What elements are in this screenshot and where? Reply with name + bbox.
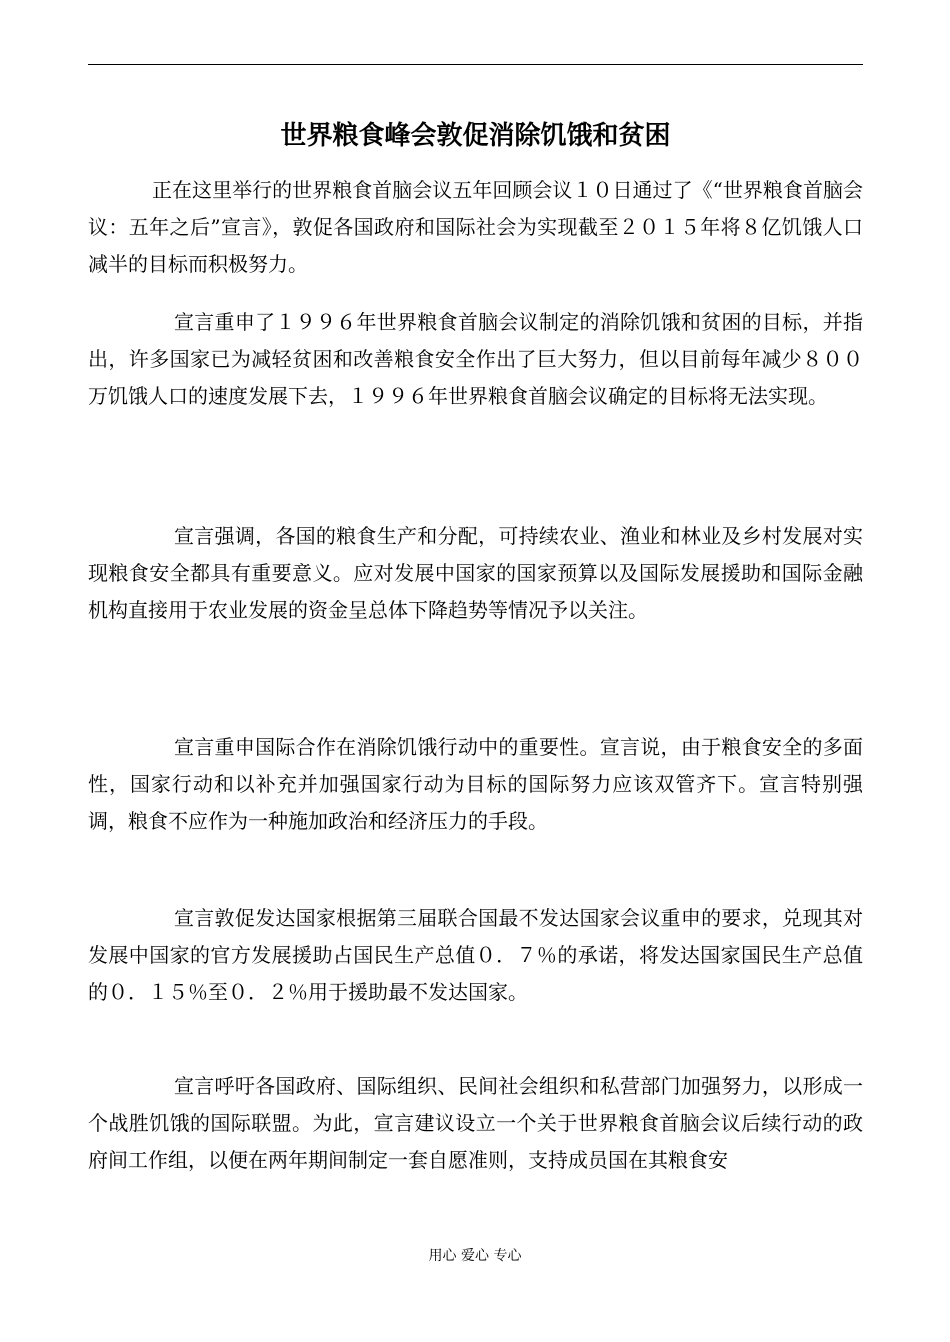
- page-footer: 用心 爱心 专心: [428, 1248, 522, 1264]
- paragraph-6: 宣言呼吁各国政府、国际组织、民间社会组织和私营部门加强努力，以形成一个战胜饥饿的国际联盟。为此，宣言建议设立一个关于世界粮食首脑会议后续行动的政府间工作组，以便在两年期间制定一套自愿准则，支持成员国在其粮食安: [88, 1074, 863, 1172]
- paragraph-5: 宣言敦促发达国家根据第三届联合国最不发达国家会议重申的要求，兑现其对发展中国家的官方发展援助占国民生产总值０．７％的承诺，将发达国家国民生产总值的０．１５％至０．２％用于援助最不发达国家。: [88, 906, 863, 1004]
- paragraph-1: 正在这里举行的世界粮食首脑会议五年回顾会议１０日通过了《“世界粮食首脑会议：五年之后”宣言》，敦促各国政府和国际社会为实现截至２０１５年将８亿饥饿人口减半的目标而积极努力。: [88, 178, 863, 276]
- paragraph-3: 宣言强调，各国的粮食生产和分配，可持续农业、渔业和林业及乡村发展对实现粮食安全都具有重要意义。应对发展中国家的国家预算以及国际发展援助和国际金融机构直接用于农业发展的资金呈总体下降趋势等情况予以关注。: [88, 524, 863, 622]
- document-title: 世界粮食峰会敦促消除饥饿和贫困: [280, 121, 671, 151]
- paragraph-4: 宣言重申国际合作在消除饥饿行动中的重要性。宣言说，由于粮食安全的多面性，国家行动和以补充并加强国家行动为目标的国际努力应该双管齐下。宣言特别强调，粮食不应作为一种施加政治和经济压力的手段。: [88, 735, 863, 833]
- paragraph-2: 宣言重申了１９９６年世界粮食首脑会议制定的消除饥饿和贫困的目标，并指出，许多国家已为减轻贫困和改善粮食安全作出了巨大努力，但以目前每年减少８００万饥饿人口的速度发展下去，１９９６年世界粮食首脑会议确定的目标将无法实现。: [88, 310, 863, 408]
- header-rule: [88, 64, 863, 65]
